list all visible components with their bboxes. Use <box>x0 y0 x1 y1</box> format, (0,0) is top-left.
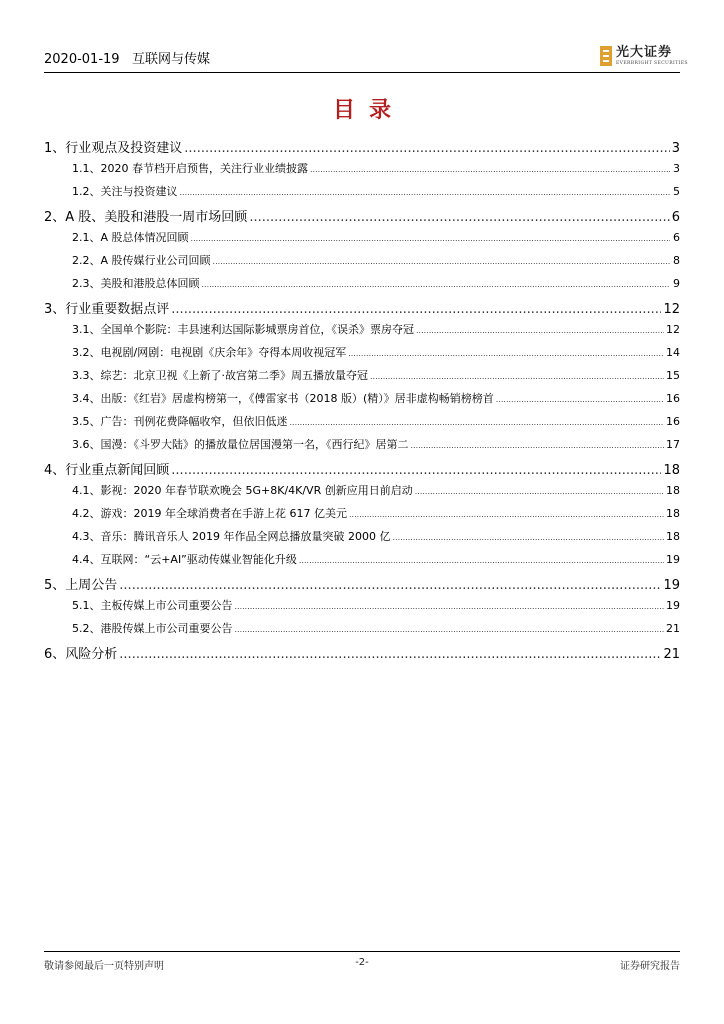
toc-entry-title: 出版：《红岩》居虚构榜第一，《傅雷家书（2018 版）(精）》居非虚构畅销榜榜首 <box>100 392 494 405</box>
toc-entry-number: 1.1、 <box>72 162 101 175</box>
toc-entry-number: 5.2、 <box>72 622 101 635</box>
table-of-contents <box>44 137 680 666</box>
toc-entry-title: 综艺：北京卫视《上新了·故宫第二季》周五播放量夺冠 <box>100 369 368 382</box>
toc-entry-number: 3.2、 <box>72 346 101 359</box>
toc-entry-title: 行业重点新闻回顾 <box>65 463 170 478</box>
toc-entry-page: 14 <box>666 346 680 359</box>
toc-entry-number: 5.1、 <box>72 599 101 612</box>
toc-entry-page: 6 <box>673 231 680 244</box>
toc-entry[interactable] <box>44 206 680 229</box>
toc-entry-title: 港股传媒上市公司重要公告 <box>100 622 233 635</box>
page-header <box>44 45 688 75</box>
toc-entry-number: 1、 <box>44 141 66 156</box>
toc-entry-page: 18 <box>666 484 680 497</box>
toc-dot-leader <box>496 392 664 405</box>
toc-entry-title: 美股和港股总体回顾 <box>100 277 200 290</box>
toc-entry-page: 12 <box>666 323 680 336</box>
toc-entry-title: A 股传媒行业公司回顾 <box>100 254 211 267</box>
toc-dot-leader <box>202 277 671 290</box>
toc-dot-leader <box>249 210 669 225</box>
toc-dot-leader <box>235 622 665 635</box>
toc-entry-page: 16 <box>666 415 680 428</box>
toc-entry-title: 互联网：“云+AI”驱动传媒业智能化升级 <box>100 553 297 566</box>
toc-entry[interactable] <box>44 137 680 160</box>
toc-dot-leader <box>411 438 665 451</box>
toc-entry-title: 全国单个影院：丰县速利达国际影城票房首位，《误杀》票房夺冠 <box>100 323 414 336</box>
toc-entry-page: 19 <box>666 599 680 612</box>
toc-dot-leader <box>370 369 664 382</box>
toc-entry-title: 音乐：腾讯音乐人 2019 年作品全网总播放量突破 2000 亿 <box>100 530 391 543</box>
toc-dot-leader <box>191 231 670 244</box>
toc-entry-page: 21 <box>666 622 680 635</box>
toc-dot-leader <box>119 578 661 593</box>
toc-entry[interactable] <box>44 367 680 390</box>
toc-dot-leader <box>349 507 664 520</box>
toc-entry-page: 12 <box>663 302 680 317</box>
toc-entry-title: 行业重要数据点评 <box>65 302 170 317</box>
toc-entry-number: 3、 <box>44 302 66 317</box>
toc-dot-leader <box>310 162 670 175</box>
toc-entry-number: 3.5、 <box>72 415 101 428</box>
toc-entry[interactable] <box>44 413 680 436</box>
toc-entry-title: 国漫：《斗罗大陆》的播放量位居国漫第一名，《西行纪》居第二 <box>100 438 409 451</box>
toc-entry-page: 16 <box>666 392 680 405</box>
toc-entry[interactable] <box>44 436 680 459</box>
toc-entry-page: 3 <box>671 141 680 156</box>
toc-entry-page: 18 <box>666 530 680 543</box>
toc-entry-number: 5、 <box>44 578 66 593</box>
toc-entry-number: 2.2、 <box>72 254 101 267</box>
toc-dot-leader <box>348 346 664 359</box>
toc-entry[interactable] <box>44 298 680 321</box>
toc-entry-page: 6 <box>671 210 680 225</box>
toc-entry[interactable] <box>44 459 680 482</box>
toc-entry[interactable] <box>44 160 680 183</box>
logo-subtext: EVERBRIGHT SECURITIES <box>616 61 688 66</box>
toc-entry-page: 17 <box>666 438 680 451</box>
toc-entry-page: 18 <box>663 463 680 478</box>
toc-entry-title: 风险分析 <box>65 647 118 662</box>
toc-entry-title: 主板传媒上市公司重要公告 <box>100 599 233 612</box>
toc-entry-title: 电视剧/网剧：电视剧《庆余年》夺得本周收视冠军 <box>100 346 347 359</box>
header-divider <box>44 72 680 73</box>
toc-entry-page: 15 <box>666 369 680 382</box>
toc-entry-number: 6、 <box>44 647 66 662</box>
header-date: 2020-01-19 <box>44 52 120 67</box>
toc-dot-leader <box>290 415 665 428</box>
toc-entry[interactable] <box>44 505 680 528</box>
toc-entry[interactable] <box>44 643 680 666</box>
toc-entry-number: 4、 <box>44 463 66 478</box>
toc-entry[interactable] <box>44 344 680 367</box>
toc-entry[interactable] <box>44 183 680 206</box>
toc-entry-number: 4.4、 <box>72 553 101 566</box>
toc-dot-leader <box>392 530 664 543</box>
toc-entry-title: 行业观点及投资建议 <box>65 141 183 156</box>
toc-entry-number: 4.1、 <box>72 484 101 497</box>
toc-entry-title: 2020 春节档开启预售，关注行业业绩披露 <box>100 162 308 175</box>
toc-dot-leader <box>213 254 670 267</box>
toc-entry-title: 影视：2020 年春节联欢晚会 5G+8K/4K/VR 创新应用日前启动 <box>100 484 413 497</box>
toc-entry-number: 1.2、 <box>72 185 101 198</box>
toc-entry-page: 21 <box>663 647 680 662</box>
toc-dot-leader <box>171 302 661 317</box>
toc-entry[interactable] <box>44 528 680 551</box>
toc-dot-leader <box>415 484 664 497</box>
toc-entry[interactable] <box>44 229 680 252</box>
toc-entry[interactable] <box>44 275 680 298</box>
footer-report-type: 证券研究报告 <box>620 961 680 972</box>
toc-entry[interactable] <box>44 321 680 344</box>
toc-entry-number: 2.1、 <box>72 231 101 244</box>
toc-entry-page: 9 <box>673 277 680 290</box>
logo-text: 光大证券 <box>616 45 673 60</box>
toc-entry-number: 4.3、 <box>72 530 101 543</box>
toc-entry-title: 上周公告 <box>65 578 118 593</box>
toc-dot-leader <box>416 323 664 336</box>
toc-entry-page: 8 <box>673 254 680 267</box>
toc-entry-number: 3.6、 <box>72 438 101 451</box>
toc-entry-title: 游戏：2019 年全球消费者在手游上花 617 亿美元 <box>100 507 347 520</box>
toc-dot-leader <box>235 599 665 612</box>
toc-entry-page: 19 <box>663 578 680 593</box>
toc-entry-number: 2.3、 <box>72 277 101 290</box>
toc-entry-title: 广告：刊例花费降幅收窄，但依旧低迷 <box>100 415 288 428</box>
header-industry: 互联网与传媒 <box>132 52 211 67</box>
toc-entry-page: 5 <box>673 185 680 198</box>
toc-dot-leader <box>180 185 671 198</box>
toc-entry[interactable] <box>44 597 680 620</box>
toc-entry[interactable] <box>44 620 680 643</box>
toc-dot-leader <box>184 141 669 156</box>
toc-entry-page: 3 <box>673 162 680 175</box>
toc-entry-number: 3.4、 <box>72 392 101 405</box>
toc-entry-title: A 股总体情况回顾 <box>100 231 189 244</box>
footer-disclaimer: 敬请参阅最后一页特别声明 <box>44 961 164 972</box>
toc-entry[interactable] <box>44 390 680 413</box>
toc-entry-number: 4.2、 <box>72 507 101 520</box>
toc-dot-leader <box>299 553 664 566</box>
page-title: 目录 <box>332 98 405 123</box>
toc-entry-page: 19 <box>666 553 680 566</box>
footer-page-number: -2- <box>355 957 369 968</box>
toc-entry[interactable] <box>44 551 680 574</box>
footer-divider <box>44 951 680 952</box>
logo-mark-icon <box>600 46 612 66</box>
toc-entry-title: A 股、美股和港股一周市场回顾 <box>65 210 248 225</box>
toc-dot-leader <box>171 463 661 478</box>
toc-entry-number: 2、 <box>44 210 66 225</box>
toc-entry[interactable] <box>44 574 680 597</box>
toc-entry[interactable] <box>44 482 680 505</box>
company-logo <box>600 45 688 69</box>
toc-entry-number: 3.1、 <box>72 323 101 336</box>
toc-entry-number: 3.3、 <box>72 369 101 382</box>
toc-dot-leader <box>119 647 661 662</box>
toc-entry-title: 关注与投资建议 <box>100 185 178 198</box>
toc-entry[interactable] <box>44 252 680 275</box>
toc-entry-page: 18 <box>666 507 680 520</box>
